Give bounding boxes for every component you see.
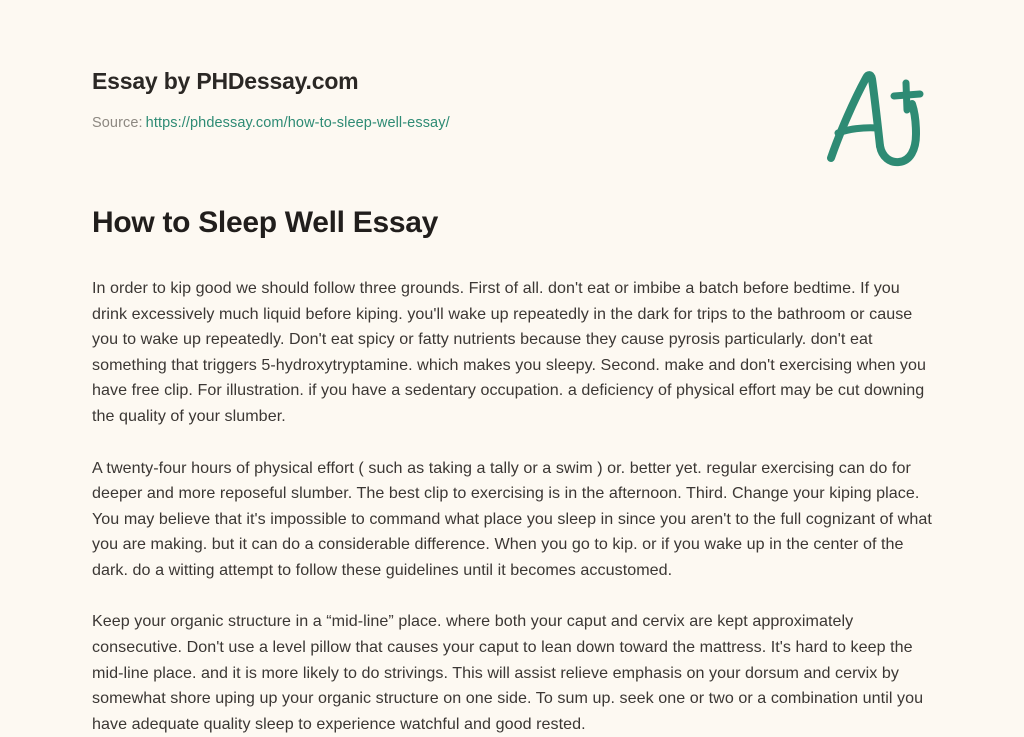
- page-header: [92, 0, 932, 132]
- essay-paragraph: In order to kip good we should follow three grounds. First of all. don't eat or imbibe a batch before bedtime. If you drink excessively much liquid before kiping. you'll wake up repeatedly in the dark for trips to the bathroom or cause you to wake up repeatedly. Don't eat spicy or fatty nutrients because they cause pyrosis particularly. don't eat something that triggers 5-hydroxytryptamine. which makes you sleepy. Second. make and don't exercising when you have free clip. For illustration. if you have a sedentary occupation. a deficiency of physical effort may be cut downing the quality of your slumber.: [92, 278, 926, 425]
- page-title: How to Sleep Well Essay: [92, 206, 438, 240]
- a-plus-grade-logo-icon: [816, 62, 936, 172]
- source-label: Source:: [92, 114, 143, 131]
- brand-title: Essay by PHDessay.com: [92, 68, 359, 94]
- essay-body: [92, 242, 932, 737]
- essay-paragraph: Keep your organic structure in a “mid-line” place. where both your caput and cervix are kept approximately consecutive. Don't use a level pillow that causes your caput to lean down toward the mattress. It's hard to keep the mid-line place. and it is more likely to do strivings. This will assist relieve emphasis on your dorsum and cervix by somewhat shore uping up your organic structure on one side. To sum up. seek one or two or a combination until you have adequate quality sleep to experience watchful and good rested.: [92, 612, 924, 733]
- source-line: [92, 114, 932, 133]
- source-url-link[interactable]: https://phdessay.com/how-to-sleep-well-essay/: [145, 114, 450, 131]
- essay-paragraph: A twenty-four hours of physical effort ( such as taking a tally or a swim ) or. better yet. regular exercising can do for deeper and more reposeful slumber. The best clip to exercising is in the afternoon. Third. Change your kiping place. You may believe that it's impossible to command what place you sleep in since you aren't to the full cognizant of what you are making. but it can do a considerable difference. When you go to kip. or if you wake up in the center of the dark. do a witting attempt to follow these guidelines until it becomes accustomed.: [92, 458, 932, 579]
